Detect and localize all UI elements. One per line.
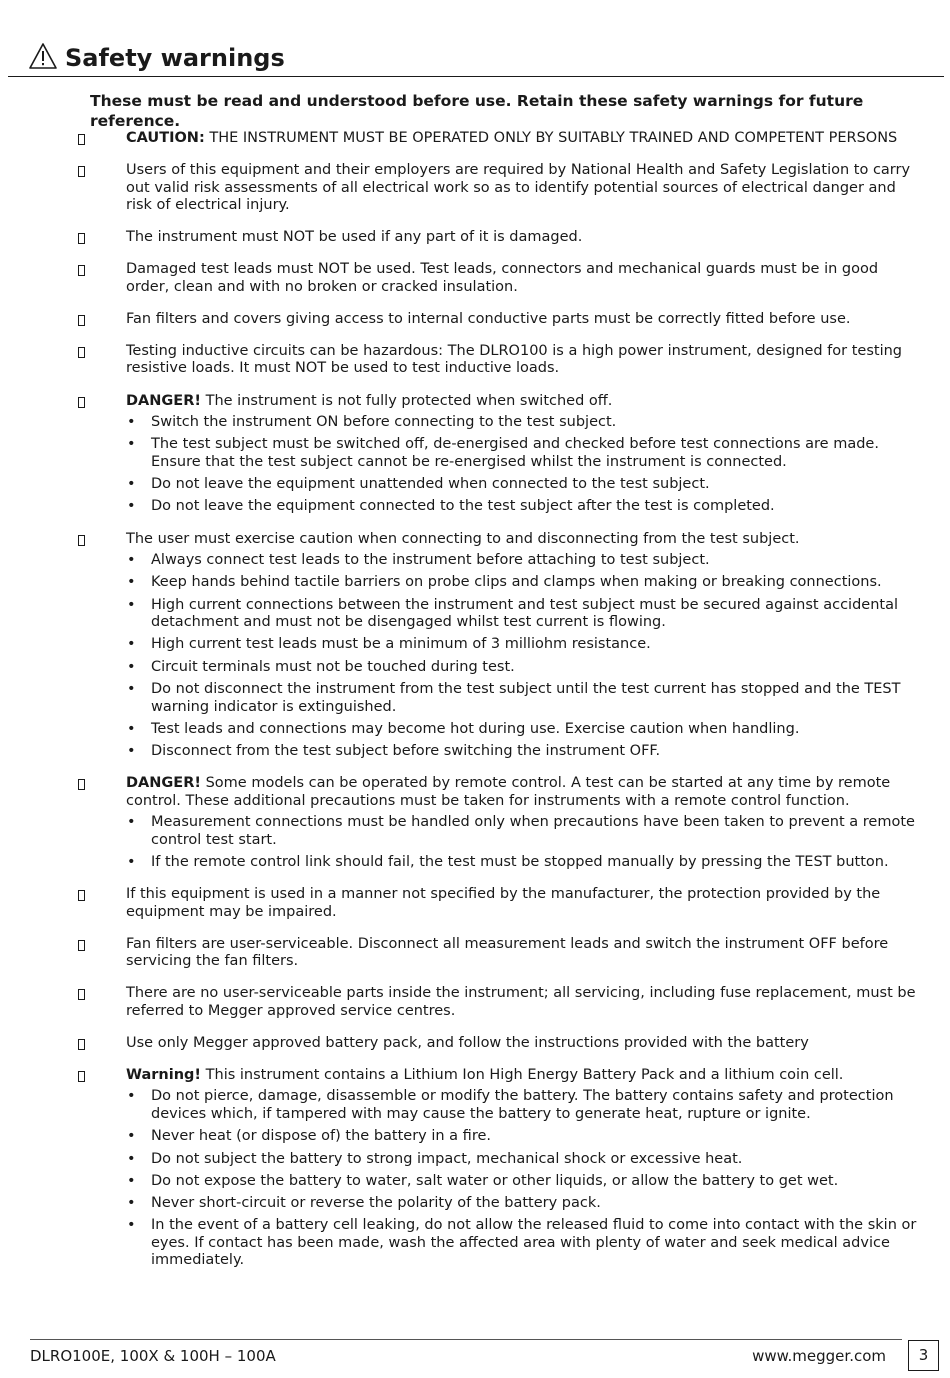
sub-bullet-item — [126, 1151, 924, 1169]
bullet-dot-icon: • — [127, 854, 136, 871]
bullet-dot-icon: • — [127, 720, 136, 737]
warning-item — [0, 393, 950, 516]
warning-item — [0, 343, 950, 378]
warning-item — [0, 130, 950, 148]
sub-bullet-item — [126, 1195, 924, 1213]
sub-bullet-item — [126, 636, 924, 654]
sub-bullet-item — [126, 1128, 924, 1146]
sub-bullet-text: Disconnect from the test subject before switching the instrument OFF. — [151, 743, 661, 760]
bullet-dot-icon: • — [127, 658, 136, 675]
checkbox-bullet-icon — [78, 940, 85, 951]
bullet-dot-icon: • — [127, 1195, 136, 1212]
sub-bullet-text: High current test leads must be a minimum of 3 milliohm resistance. — [151, 636, 651, 653]
sub-bullet-item — [126, 436, 924, 471]
warning-item — [0, 261, 950, 296]
warning-item — [0, 1035, 950, 1053]
sub-bullet-text: Measurement connections must be handled only when precautions have been taken to prevent a remote control test start. — [151, 814, 915, 848]
warning-body: Fan filters are user-serviceable. Disconnect all measurement leads and switch the instrument OFF before servicing the fan filters. — [126, 935, 889, 970]
checkbox-bullet-icon — [78, 1071, 85, 1082]
sub-bullet-text: Do not leave the equipment unattended when connected to the test subject. — [151, 476, 710, 493]
sub-bullet-item — [126, 814, 924, 849]
checkbox-bullet-icon — [78, 265, 85, 276]
checkbox-bullet-icon — [78, 315, 85, 326]
sub-bullet-text: Switch the instrument ON before connecting to the test subject. — [151, 414, 617, 431]
checkbox-bullet-icon — [78, 779, 85, 790]
page-number: 3 — [908, 1340, 939, 1371]
bullet-dot-icon: • — [127, 436, 136, 453]
sub-bullet-item — [126, 721, 924, 739]
footer-model: DLRO100E, 100X & 100H – 100A — [30, 1347, 276, 1365]
warning-body: THE INSTRUMENT MUST BE OPERATED ONLY BY SUITABLY TRAINED AND COMPETENT PERSONS — [204, 130, 898, 146]
warning-text — [126, 229, 924, 247]
sub-bullet-text: Test leads and connections may become hot during use. Exercise caution when handling. — [151, 720, 800, 737]
warning-item — [0, 936, 950, 971]
bullet-dot-icon: • — [127, 1172, 136, 1189]
warning-item — [0, 311, 950, 329]
sub-bullet-list — [126, 1088, 924, 1269]
sub-bullet-item — [126, 574, 924, 592]
warning-body: There are no user-serviceable parts inside the instrument; all servicing, including fuse replacement, must be referred to Megger approved service centres. — [126, 985, 916, 1019]
warnings-list — [0, 130, 950, 1285]
warning-text — [126, 1067, 924, 1085]
checkbox-bullet-icon — [78, 1039, 85, 1050]
bullet-dot-icon: • — [127, 1128, 136, 1145]
sub-bullet-list — [126, 552, 924, 761]
sub-bullet-text: Never short-circuit or reverse the polarity of the battery pack. — [151, 1195, 601, 1212]
warning-text — [126, 775, 924, 810]
warning-text — [126, 985, 924, 1020]
checkbox-bullet-icon — [78, 134, 85, 145]
sub-bullet-text: Do not disconnect the instrument from the test subject until the test current has stopped and the TEST warning indicator is extinguished. — [151, 681, 901, 715]
sub-bullet-text: High current connections between the instrument and test subject must be secured against accidental detachment and must not be disengaged whilst test current is flowing. — [151, 596, 898, 631]
sub-bullet-item — [126, 552, 924, 570]
intro-notice: These must be read and understood before use. Retain these safety warnings for future reference. — [90, 92, 864, 130]
bullet-dot-icon: • — [127, 414, 136, 431]
sub-bullet-item — [126, 1173, 924, 1191]
section-header — [8, 38, 944, 77]
footer-website: www.megger.com — [752, 1347, 886, 1365]
checkbox-bullet-icon — [78, 166, 85, 177]
sub-bullet-item — [126, 498, 924, 516]
warning-body: Use only Megger approved battery pack, and follow the instructions provided with the battery — [126, 1034, 809, 1051]
checkbox-bullet-icon — [78, 347, 85, 358]
bullet-dot-icon: • — [127, 574, 136, 591]
bullet-dot-icon: • — [127, 498, 136, 515]
checkbox-bullet-icon — [78, 535, 85, 546]
checkbox-bullet-icon — [78, 397, 85, 408]
bullet-dot-icon: • — [127, 681, 136, 698]
sub-bullet-item — [126, 597, 924, 632]
warning-text — [126, 162, 924, 215]
warning-body: Fan filters and covers giving access to internal conductive parts must be correctly fitted before use. — [126, 310, 851, 327]
sub-bullet-text: Do not pierce, damage, disassemble or modify the battery. The battery contains safety and protection devices which, if tampered with may cause the battery to generate heat, rupture or ignite. — [151, 1088, 894, 1122]
warning-item — [0, 1067, 950, 1270]
sub-bullet-text: If the remote control link should fail, the test must be stopped manually by pressing the TEST button. — [151, 854, 889, 871]
sub-bullet-text: Circuit terminals must not be touched during test. — [151, 658, 515, 675]
warning-keyword: DANGER! — [126, 392, 201, 409]
checkbox-bullet-icon — [78, 233, 85, 244]
warning-item — [0, 775, 950, 871]
bullet-dot-icon: • — [127, 1150, 136, 1167]
warning-body: Testing inductive circuits can be hazardous: The DLRO100 is a high power instrument, designed for testing resistive loads. It must NOT be used to test inductive loads. — [126, 342, 902, 377]
sub-bullet-text: Do not leave the equipment connected to the test subject after the test is completed. — [151, 498, 775, 515]
warning-body: The user must exercise caution when connecting to and disconnecting from the test subject. — [126, 530, 800, 547]
sub-bullet-text: Always connect test leads to the instrument before attaching to test subject. — [151, 552, 710, 569]
warning-text — [126, 531, 924, 549]
warning-body: This instrument contains a Lithium Ion High Energy Battery Pack and a lithium coin cell. — [201, 1066, 844, 1083]
sub-bullet-text: In the event of a battery cell leaking, do not allow the released fluid to come into contact with the skin or eyes. If contact has been made, wash the affected area with plenty of water and seek medical advice immediately. — [151, 1217, 917, 1269]
bullet-dot-icon: • — [127, 636, 136, 653]
warning-body: Users of this equipment and their employers are required by National Health and Safety Legislation to carry out valid risk assessments of all electrical work so as to identify potential sources of electrical danger and risk of electrical injury. — [126, 162, 911, 214]
warning-text — [126, 311, 924, 329]
checkbox-bullet-icon — [78, 890, 85, 901]
bullet-dot-icon: • — [127, 1217, 136, 1234]
warning-body: Damaged test leads must NOT be used. Test leads, connectors and mechanical guards must be in good order, clean and with no broken or cracked insulation. — [126, 261, 879, 295]
sub-bullet-item — [126, 414, 924, 432]
warning-text — [126, 343, 924, 378]
checkbox-bullet-icon — [78, 989, 85, 1000]
warning-item — [0, 162, 950, 215]
bullet-dot-icon: • — [127, 1088, 136, 1105]
sub-bullet-item — [126, 1217, 924, 1270]
sub-bullet-item — [126, 476, 924, 494]
bullet-dot-icon: • — [127, 552, 136, 569]
footer-divider — [30, 1339, 902, 1340]
sub-bullet-item — [126, 1088, 924, 1123]
bullet-dot-icon: • — [127, 814, 136, 831]
warning-item — [0, 229, 950, 247]
sub-bullet-text: Keep hands behind tactile barriers on probe clips and clamps when making or breaking connections. — [151, 574, 882, 591]
sub-bullet-item — [126, 659, 924, 677]
sub-bullet-item — [126, 681, 924, 716]
warning-body: If this equipment is used in a manner not specified by the manufacturer, the protection provided by the equipment may be impaired. — [126, 886, 881, 920]
sub-bullet-item — [126, 743, 924, 761]
warning-text — [126, 261, 924, 296]
warning-keyword: DANGER! — [126, 775, 201, 792]
warning-item — [0, 531, 950, 761]
page-title: Safety warnings — [65, 44, 285, 72]
sub-bullet-list — [126, 414, 924, 516]
sub-bullet-text: Do not expose the battery to water, salt water or other liquids, or allow the battery to get wet. — [151, 1172, 839, 1189]
sub-bullet-list — [126, 814, 924, 871]
warning-body: The instrument is not fully protected when switched off. — [200, 392, 613, 409]
warning-text — [126, 1035, 924, 1053]
warning-body: Some models can be operated by remote control. A test can be started at any time by remote control. These additional precautions must be taken for instruments with a remote control function. — [126, 775, 891, 809]
warning-keyword: CAUTION: — [126, 130, 205, 146]
bullet-dot-icon: • — [127, 476, 136, 493]
bullet-dot-icon: • — [127, 596, 136, 613]
warning-item — [0, 985, 950, 1020]
warning-text — [126, 886, 924, 921]
sub-bullet-text: Do not subject the battery to strong impact, mechanical shock or excessive heat. — [151, 1150, 743, 1167]
warning-text — [126, 936, 924, 971]
sub-bullet-item — [126, 854, 924, 872]
warning-text — [126, 393, 924, 411]
warning-body: The instrument must NOT be used if any part of it is damaged. — [126, 229, 583, 246]
warning-item — [0, 886, 950, 921]
sub-bullet-text: Never heat (or dispose of) the battery in a fire. — [151, 1128, 491, 1145]
warning-text — [126, 130, 924, 148]
warning-keyword: Warning! — [126, 1066, 202, 1083]
sub-bullet-text: The test subject must be switched off, de-energised and checked before test connections are made. Ensure that the test subject cannot be re-energised whilst the instrument is connected. — [151, 436, 879, 470]
warning-triangle-icon — [28, 42, 58, 70]
bullet-dot-icon: • — [127, 743, 136, 760]
